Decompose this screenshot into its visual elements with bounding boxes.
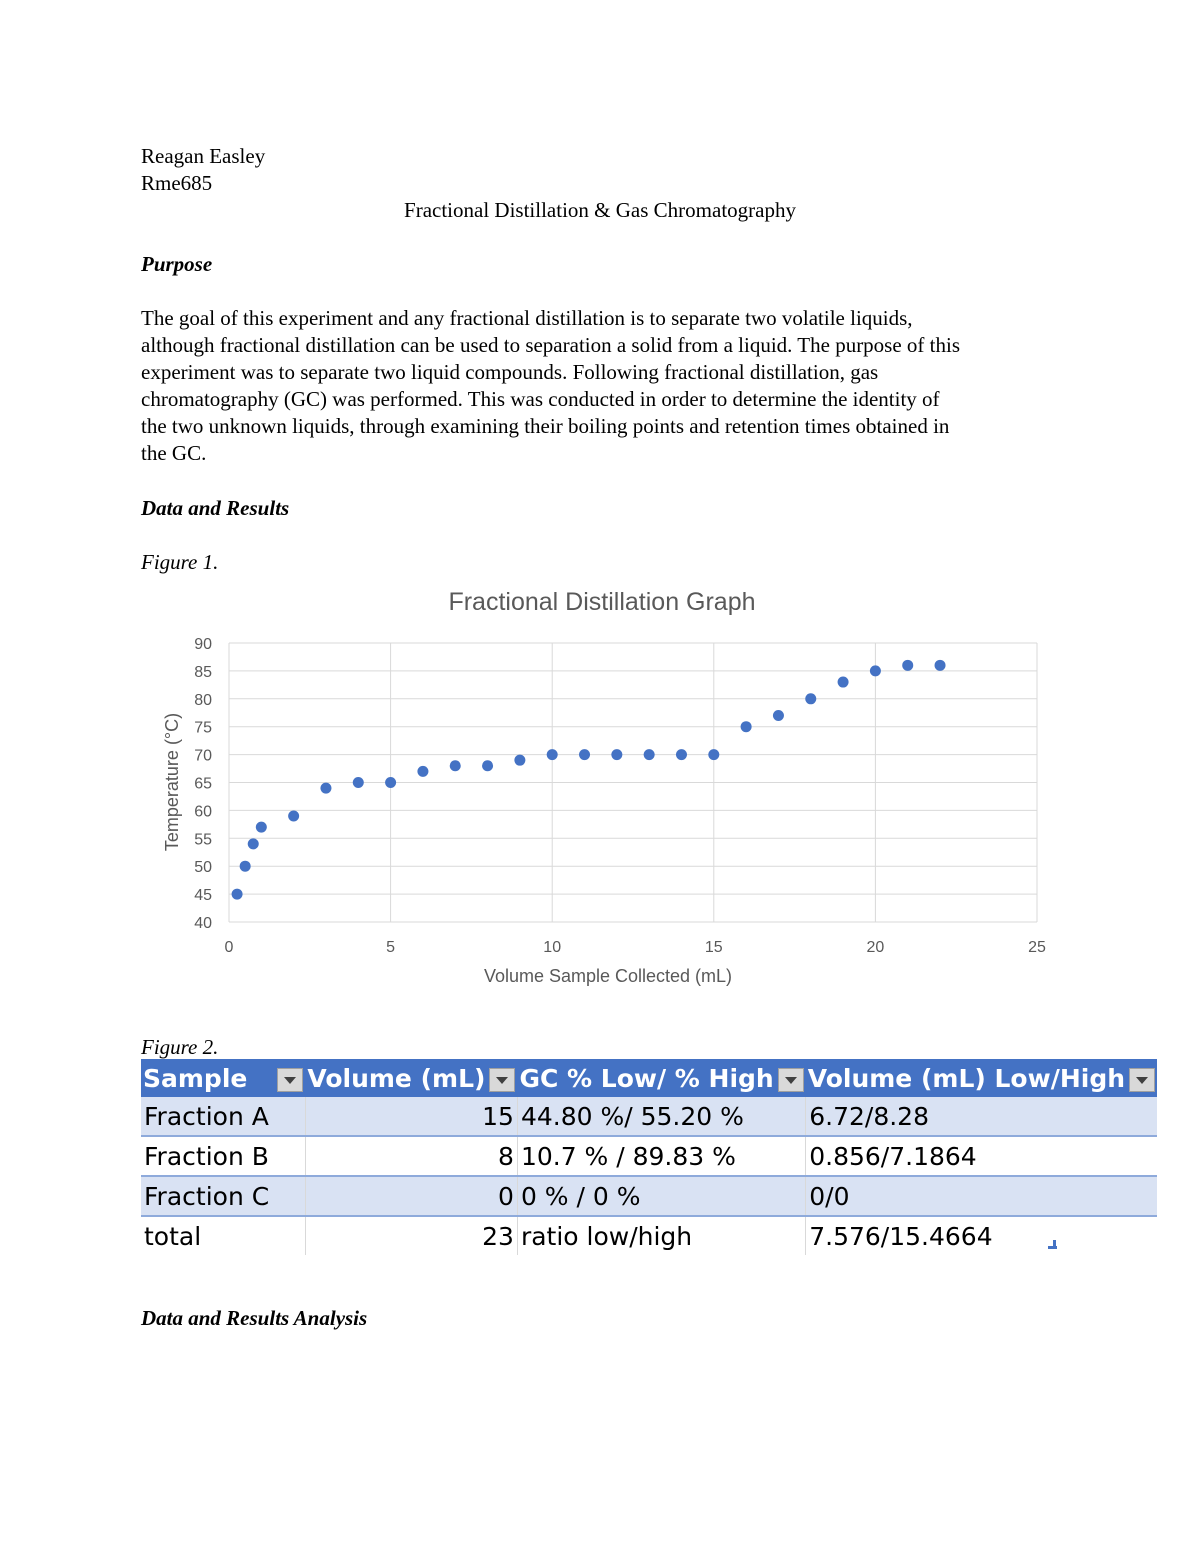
distillation-scatter-chart [140,580,1060,1000]
header-volume [305,1059,517,1097]
table-row [141,1097,1157,1136]
figure-2-label: Figure 2. [141,1035,219,1059]
data-point [741,721,752,732]
purpose-paragraph [141,305,1071,467]
x-tick-label: 25 [1028,939,1046,956]
data-point [385,777,396,788]
analysis-heading: Data and Results Analysis [141,1306,368,1330]
data-point [644,749,655,760]
y-tick-label: 70 [194,747,212,765]
data-point [611,749,622,760]
chart-ticks [194,636,1046,956]
data-point [353,777,364,788]
filter-dropdown-icon[interactable] [277,1068,303,1092]
y-tick-label: 85 [194,663,212,681]
data-point [805,693,816,704]
data-point [838,677,849,688]
x-tick-label: 10 [543,939,562,956]
table-cell[interactable]: 44.80 %/ 55.20 % [517,1097,805,1136]
purpose-line: experiment was to separate two liquid compounds. Following fractional distillation, gas [141,360,879,384]
header-label: Volume (mL) [307,1063,486,1093]
table-cell[interactable]: total [141,1216,305,1255]
data-results-heading: Data and Results [141,496,290,520]
table-header-row [141,1059,1157,1097]
data-point [676,749,687,760]
data-point [902,660,913,671]
header-label: Sample [143,1063,248,1093]
table-cell[interactable]: 7.576/15.4664 [809,1221,993,1251]
data-point [450,760,461,771]
data-point [288,810,299,821]
y-tick-label: 60 [194,803,212,821]
header-sample [141,1059,305,1097]
data-point [708,749,719,760]
y-tick-label: 90 [194,636,212,653]
header-volume-low-high [806,1059,1157,1097]
chart-title: Fractional Distillation Graph [448,588,756,616]
purpose-line: the GC. [141,441,207,465]
data-point [232,889,243,900]
chart-grid [229,643,1037,922]
table-cell[interactable]: 0 [305,1176,517,1216]
data-point [514,755,525,766]
table-cell[interactable]: Fraction C [141,1176,305,1216]
y-tick-label: 55 [194,831,212,849]
y-tick-label: 75 [194,719,212,737]
table-cell[interactable]: 23 [305,1216,517,1255]
purpose-line: the two unknown liquids, through examining their boiling points and retention times obtained in [141,414,950,438]
y-tick-label: 45 [194,887,212,905]
filter-dropdown-icon[interactable] [489,1068,515,1092]
author-id: Rme685 [141,171,213,195]
data-point [773,710,784,721]
purpose-line: although fractional distillation can be used to separation a solid from a liquid. The purpose of this [141,333,961,357]
gc-results-table [141,1059,1157,1255]
x-tick-label: 0 [224,939,234,956]
table-cell[interactable]: 6.72/8.28 [806,1097,1157,1136]
table-cell[interactable]: 0.856/7.1864 [806,1136,1157,1176]
table-cell[interactable]: Fraction A [141,1097,305,1136]
author-name: Reagan Easley [141,144,266,168]
header-label: Volume (mL) Low/High [807,1063,1126,1093]
data-point [248,838,259,849]
document-title: Fractional Distillation & Gas Chromatography [404,198,796,222]
table-cell[interactable]: 15 [305,1097,517,1136]
data-point [240,861,251,872]
y-tick-label: 50 [194,859,212,877]
data-point [579,749,590,760]
table-cell[interactable]: 10.7 % / 89.83 % [517,1136,805,1176]
y-tick-label: 80 [194,691,212,709]
filter-dropdown-icon[interactable] [1129,1068,1155,1092]
table-cell[interactable]: 8 [305,1136,517,1176]
purpose-heading: Purpose [141,252,213,276]
x-tick-label: 15 [704,939,723,956]
purpose-line: chromatography (GC) was performed. This was conducted in order to determine the identity of [141,387,940,411]
table-cell[interactable]: Fraction B [141,1136,305,1176]
purpose-line: The goal of this experiment and any fractional distillation is to separate two volatile liquids, [141,306,913,330]
header-gc-percent [517,1059,805,1097]
table-row [141,1216,1157,1255]
x-axis-label: Volume Sample Collected (mL) [483,966,733,986]
table-cell[interactable]: 0 % / 0 % [517,1176,805,1216]
table-cell[interactable]: ratio low/high [517,1216,805,1255]
table-row [141,1176,1157,1216]
figure-1-label: Figure 1. [141,550,219,574]
data-point [870,665,881,676]
table-row [141,1136,1157,1176]
y-tick-label: 40 [194,915,212,932]
chart-points [232,660,946,900]
x-tick-label: 20 [866,939,885,956]
data-point [482,760,493,771]
data-point [935,660,946,671]
data-point [320,783,331,794]
header-label: GC % Low/ % High [519,1063,774,1093]
table-cell[interactable]: 0/0 [806,1176,1157,1216]
data-point [547,749,558,760]
data-point [417,766,428,777]
table-resize-handle[interactable] [1048,1240,1057,1249]
data-point [256,822,267,833]
y-tick-label: 65 [194,775,212,793]
filter-dropdown-icon[interactable] [778,1068,804,1092]
y-axis-label: Temperature (°C) [162,712,182,852]
x-tick-label: 5 [386,939,396,956]
